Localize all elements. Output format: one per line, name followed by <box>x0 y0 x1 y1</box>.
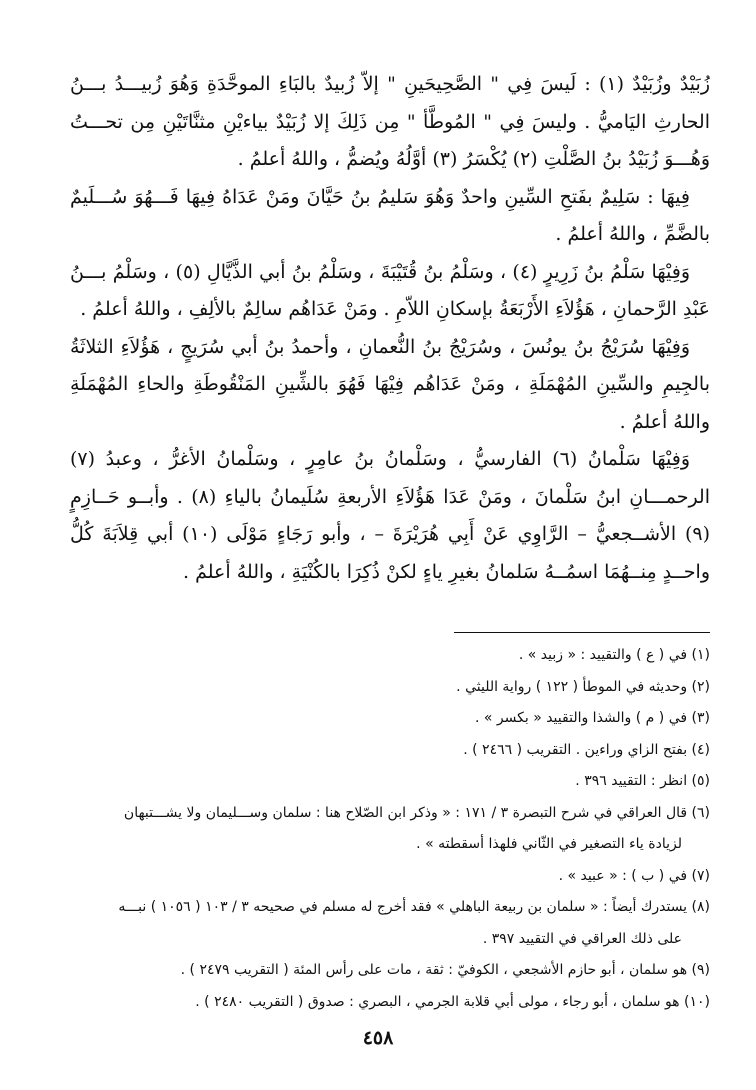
footnotes <box>70 640 710 1018</box>
footnote-6: (٦) قال العراقي في شرح التبصرة ٣ / ١٧١ : « وذكر ابن الصّلاح هنا : سلمان وســـليمان ولا يشـــتبهان <box>123 804 710 821</box>
footnote-5: (٥) انظر : التقييد ٣٩٦ . <box>575 773 710 789</box>
footnote-2: (٢) وحديثه في الموطأ ( ١٢٢ ) رواية الليثي . <box>456 678 710 695</box>
paragraph-surayj: وَفِيْهَا سُرَيْجُ بنُ يونُسَ ، وسُرَيْجُ بنُ النُّعمانِ ، وأحمدُ بنُ أبي سُرَيجٍ ، هَؤُلاَءِ الثلاثَةُ بالجِيمِ والسِّينِ المُهْمَلَةِ ، ومَنْ عَدَاهُم فِيْهَا فَهُوَ بالشِّينِ المَنْقُوطَةِ والحاءِ المُهْمَلَةِ واللهُ أعلمُ . <box>70 335 710 433</box>
footnote-7: (٧) في ( ب ) : « عبيد » . <box>558 867 710 884</box>
paragraph-salim: فِيهَا : سَلِيمٌ بفَتحِ السِّينِ واحدٌ وَهُوَ سَليمُ بنُ حَيَّانَ ومَنْ عَدَاهُ فِيهَا فَـــهُوَ سُـــلَيمٌ بالضَّمِّ ، واللهُ أعلمُ . <box>70 185 710 245</box>
footnote-10: (١٠) هو سلمان ، أبو رجاء ، مولى أبي قلابة الجرمي ، البصري : صدوق ( التقريب ٢٤٨٠ ) . <box>195 993 710 1010</box>
main-text <box>70 66 710 591</box>
footnote-4: (٤) بفتح الزاي وراءين . التقريب ( ٢٤٦٦ ) . <box>463 741 710 758</box>
footnote-8-continued: على ذلك العراقي في التقييد ٣٩٧ . <box>482 930 682 947</box>
footnote-8: (٨) يستدرك أيضاً : « سلمان بن ربيعة الباهلي » فقد أخرج له مسلم في صحيحه ٣ / ١٠٣ ( ١٠٥٦ ) نبـــه <box>118 899 710 915</box>
page-number: ٤٥٨ <box>362 1027 394 1049</box>
footnote-1: (١) في ( ع ) والتقييد : « زبيد » . <box>518 647 710 663</box>
footnote-3: (٣) في ( م ) والشذا والتقييد « بكسر » . <box>474 710 710 726</box>
paragraph-zubayd: زُبَيْدٌ وزُبَيْدٌ (١) : لَيسَ فِي " الصَّحِيحَينِ " إلاّ زُبيدٌ بالبَاءِ الموحَّدَةِ وَهُوَ زُبيـــدُ بـــنُ الحارثِ اليَاميُّ . وليسَ فِي " المُوطَّأ " مِن ذَلِكَ إلا زُبَيْدٌ بياءيْنِ مثنَّاتَيْنِ مِن تحـــتُ وَهُـــوَ زُبَيْدُ بنُ الصَّلْتِ (٢) يُكْسَرُ (٣) أوَّلُهُ ويُضمُّ ، واللهُ أعلمُ . <box>70 73 710 170</box>
paragraph-salm: وَفِيْهَا سَلْمُ بنُ زَرِيرٍ (٤) ، وسَلْمُ بنُ قُتَيْبَةَ ، وسَلْمُ بنُ أبي الذَّيَّالِ (٥) ، وسَلْمُ بـــنُ عَبْدِ الرَّحمانِ ، هَؤُلاَءِ الأَرْبَعَةُ بإسكانِ اللاّمِ . ومَنْ عَدَاهُم سالِمٌ بالألِفِ ، واللهُ أعلمُ . <box>70 260 710 320</box>
footnote-separator <box>454 632 710 633</box>
paragraph-salman: وَفِيْهَا سَلْمانُ (٦) الفارسيُّ ، وسَلْمانُ بنُ عامِرٍ ، وسَلْمانُ الأغرُّ ، وعبدُ (٧) الرحمـــانِ ابنُ سَلْمانَ ، ومَنْ عَدَا هَؤُلاَءِ الأربعةِ سُلَيمانُ بالياءِ (٨) . وأبــو حَــازِمٍ (٩) الأشــجعيُّ – الرَّاوِي عَنْ أَبِي هُرَيْرَةَ – ، وأبو رَجَاءٍ مَوْلَى (١٠) أبي قِلاَبَةَ كُلُّ واحــدٍ مِنــهُمَا اسمُــهُ سَلمانُ بغيرِ ياءٍ لكنْ ذُكِرَا بالكُنْيَةِ ، واللهُ أعلمُ . <box>70 448 711 583</box>
footnote-9: (٩) هو سلمان ، أبو حازم الأشجعي ، الكوفيّ : ثقة ، مات على رأس المئة ( التقريب ٢٤٧٩ ) . <box>180 962 710 978</box>
footnote-6-continued: لزيادة ياء التصغير في الثّاني فلهذا أسقطته » . <box>416 836 682 852</box>
